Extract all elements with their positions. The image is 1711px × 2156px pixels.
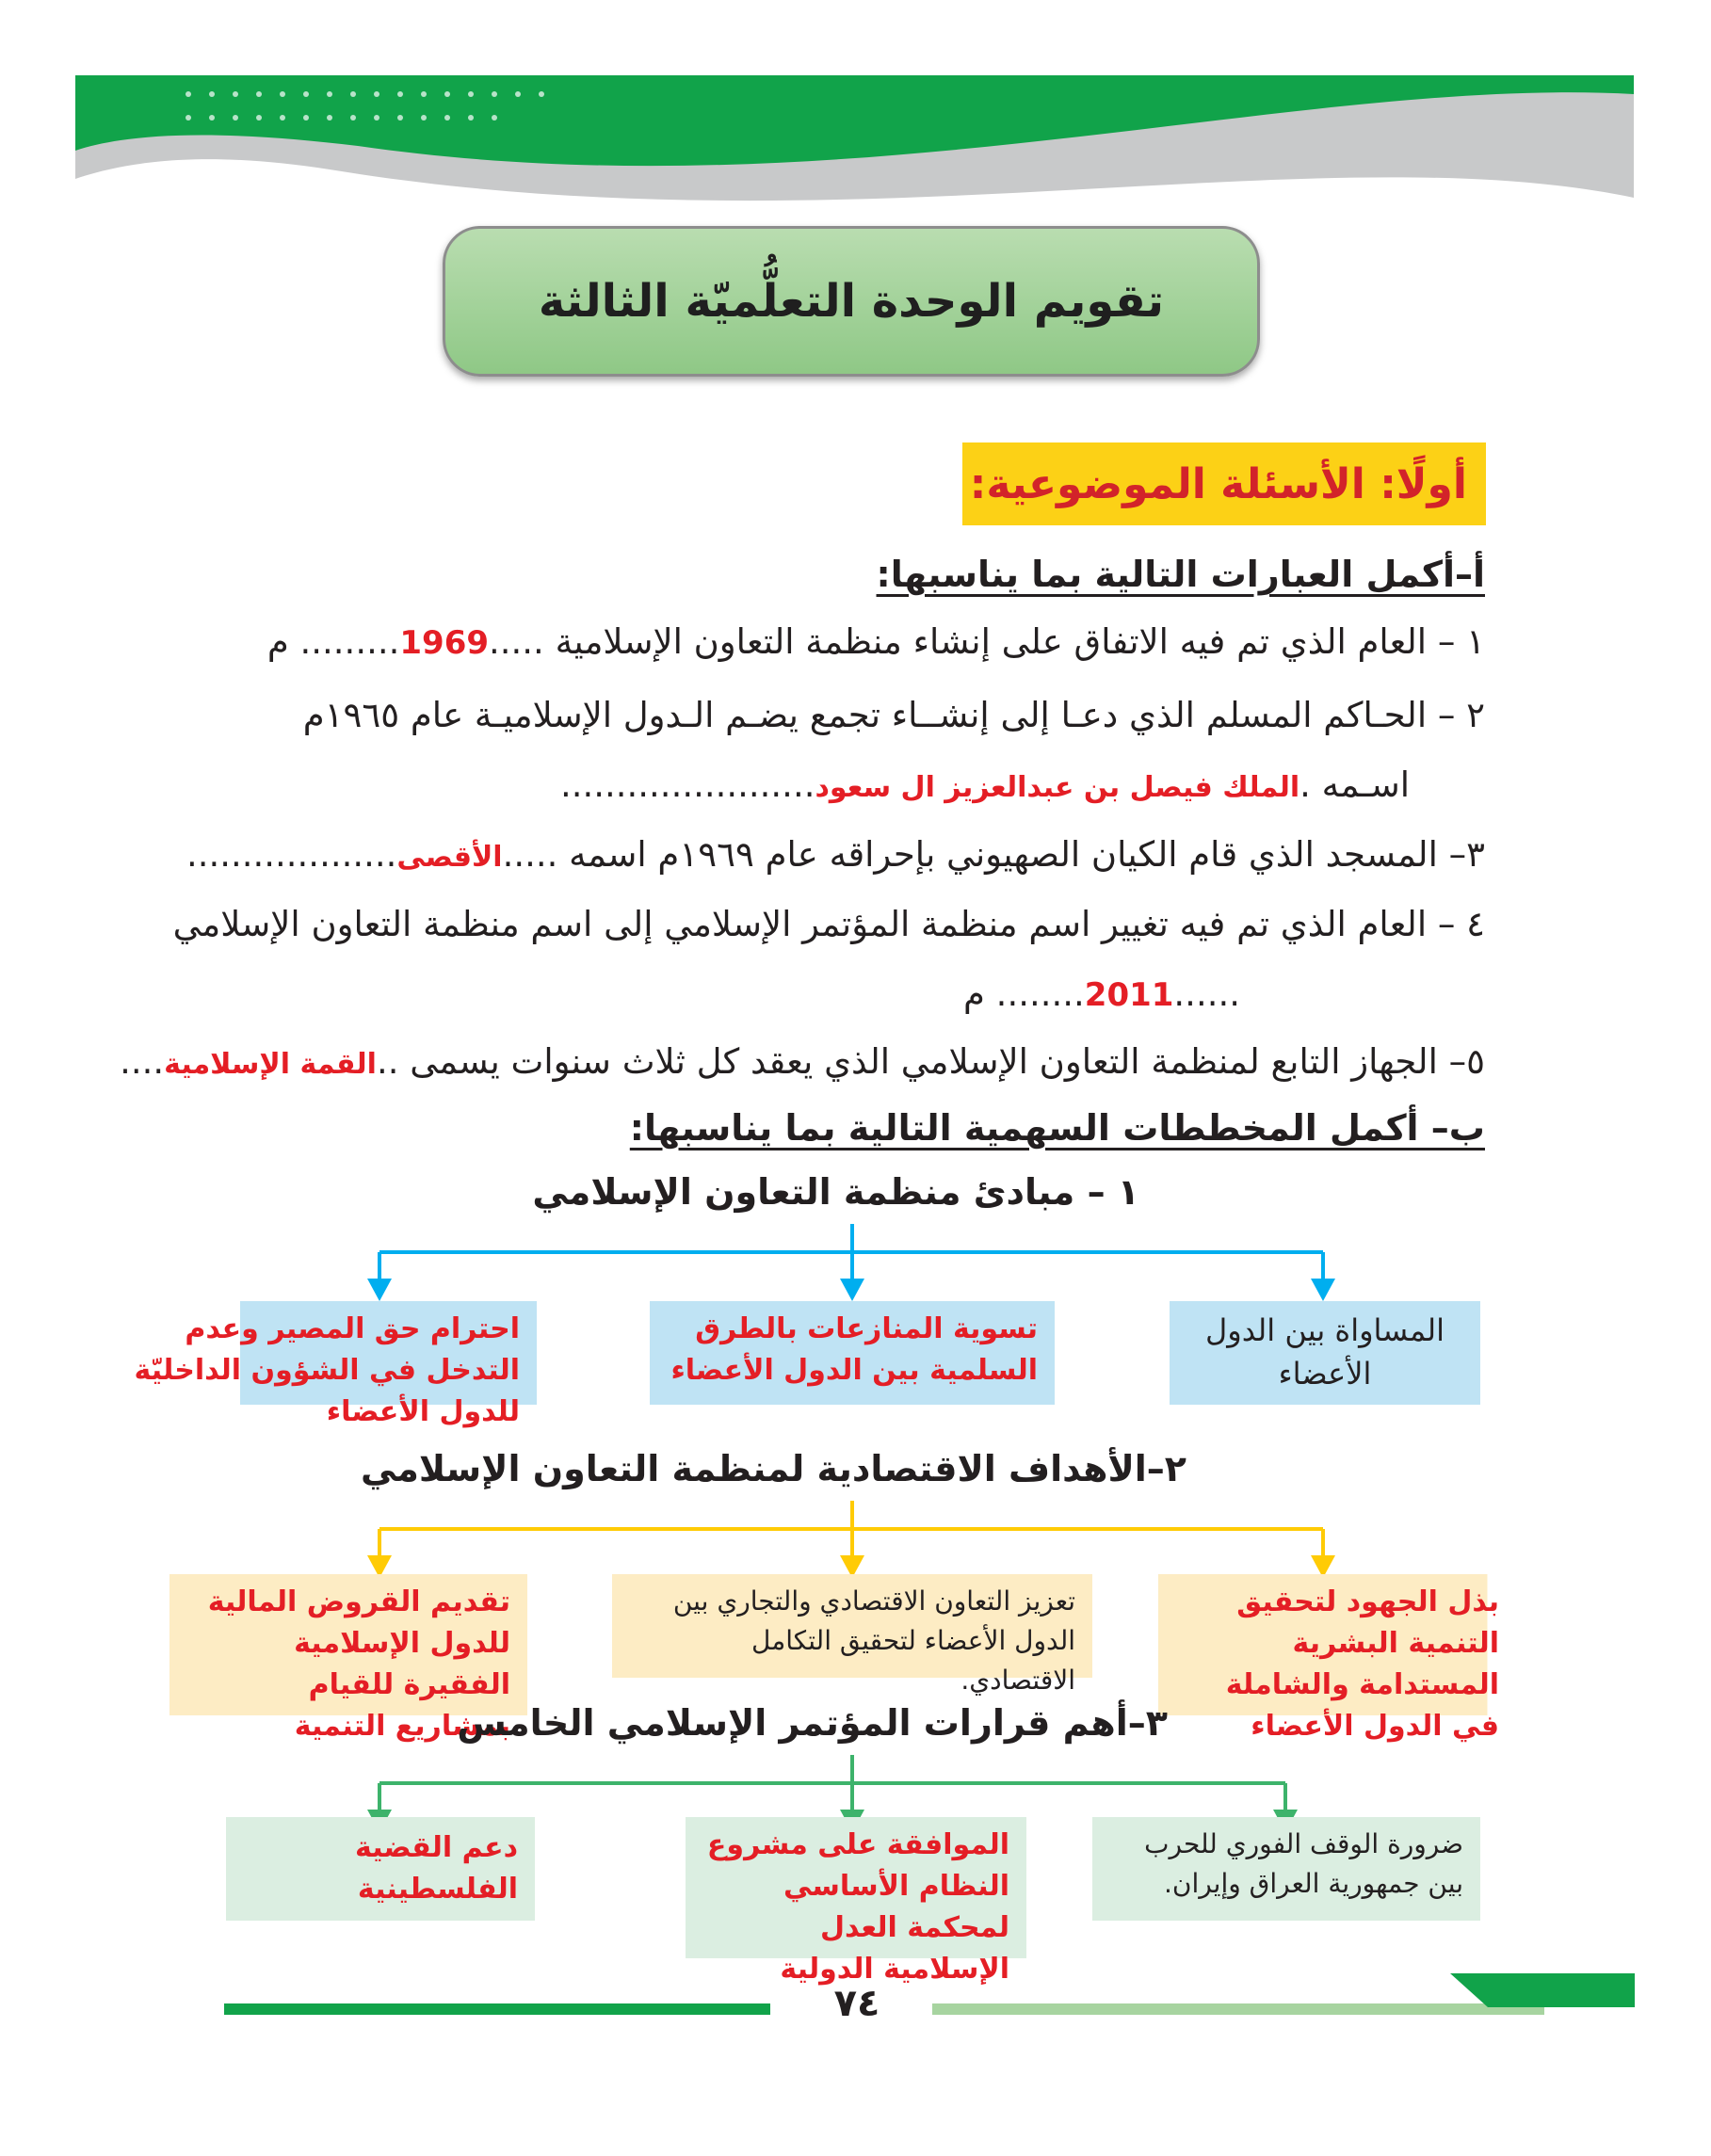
- unit-title: تقويم الوحدة التعلُّميّة الثالثة: [538, 275, 1165, 328]
- diagram-3-title: ٣–أهم قرارات المؤتمر الإسلامي الخامس: [457, 1702, 1168, 1744]
- question-2-answer: الملك فيصل بن عبدالعزيز ال سعود: [815, 771, 1300, 804]
- part-b-heading: ب– أكمل المخططات السهمية التالية بما يناسبها:: [629, 1107, 1485, 1149]
- diagram-3-box-left: دعم القضية الفلسطينية: [226, 1817, 535, 1921]
- diagram-2-box-left: تقديم القروض المالية للدول الإسلامية الفقيرة للقيام بمشاريع التنمية: [169, 1574, 527, 1715]
- question-1-answer: 1969: [399, 624, 490, 662]
- question-1-tail: ......... م: [266, 621, 400, 662]
- diagram-3-box-right: ضرورة الوقف الفوري للحرب بين جمهورية العراق وإيران.: [1092, 1817, 1480, 1921]
- diagram-2-box-middle: تعزيز التعاون الاقتصادي والتجاري بين الدول الأعضاء لتحقيق التكامل الاقتصادي.: [612, 1574, 1092, 1678]
- question-5-text: ٥– الجهاز التابع لمنظمة التعاون الإسلامي الذي يعقد كل ثلاث سنوات يسمى ..: [376, 1041, 1485, 1082]
- footer-corner-shape: [1450, 1973, 1635, 2015]
- diagram-1-title: ١ – مبادئ منظمة التعاون الإسلامي: [532, 1171, 1139, 1213]
- footer-bar-left: [224, 2003, 770, 2015]
- question-5: [120, 1041, 1485, 1082]
- question-2-cont: اسـمه .: [1299, 764, 1410, 805]
- section-title: أولًا: الأسئلة الموضوعية:: [969, 459, 1467, 508]
- diagram-2-arrows: [0, 1501, 1711, 1585]
- question-4: ٤ – العام الذي تم فيه تغيير اسم منظمة المؤتمر الإسلامي إلى اسم منظمة التعاون الإسلامي: [172, 904, 1485, 944]
- section-heading-box: [962, 442, 1486, 525]
- page-number: ٧٤: [833, 1982, 880, 2025]
- question-1-text: ١ – العام الذي تم فيه الاتفاق على إنشاء منظمة التعاون الإسلامية .....: [489, 621, 1485, 662]
- question-4-answer: 2011: [1084, 976, 1174, 1014]
- question-3: [186, 834, 1485, 875]
- question-4-continuation: [963, 973, 1240, 1014]
- question-4-tail: ........ م: [963, 973, 1085, 1014]
- question-2: ٢ – الحـاكم المسلم الذي دعـا إلى إنشــاء تجمع يضـم الـدول الإسلاميـة عام ١٩٦٥م: [302, 695, 1485, 735]
- question-2-tail: .......................: [559, 764, 815, 805]
- question-1: [267, 621, 1485, 662]
- part-a-heading: أ–أكمل العبارات التالية بما يناسبها:: [876, 554, 1485, 595]
- question-5-answer: القمة الإسلامية: [164, 1048, 377, 1081]
- question-5-tail: ....: [120, 1041, 165, 1082]
- diagram-2-title: ٢–الأهداف الاقتصادية لمنظمة التعاون الإسلامي: [360, 1448, 1186, 1489]
- diagram-3-box-middle: الموافقة على مشروع النظام الأساسي لمحكمة العدل الإسلامية الدولية: [686, 1817, 1026, 1958]
- top-banner: [0, 56, 1711, 245]
- question-4-cont: ......: [1173, 973, 1240, 1014]
- diagram-1-arrows: [0, 1224, 1711, 1309]
- question-3-text: ٣– المسجد الذي قام الكيان الصهيوني بإحراقه عام ١٩٦٩م اسمه .....: [502, 834, 1485, 875]
- unit-title-box: [443, 226, 1260, 377]
- diagram-1-box-right: المساواة بين الدول الأعضاء: [1170, 1301, 1480, 1405]
- diagram-2-box-right: بذل الجهود لتحقيق التنمية البشرية المستدامة والشاملة في الدول الأعضاء: [1158, 1574, 1516, 1715]
- question-3-answer: الأقصى: [396, 841, 503, 874]
- diagram-1-box-left: احترام حق المصير وعدم التدخل في الشؤون الداخليّة للدول الأعضاء: [113, 1301, 537, 1405]
- diagram-1-box-middle: تسوية المنازعات بالطرق السلمية بين الدول الأعضاء: [650, 1301, 1055, 1405]
- question-3-tail: ...................: [186, 834, 397, 875]
- question-2-continuation: [560, 764, 1410, 805]
